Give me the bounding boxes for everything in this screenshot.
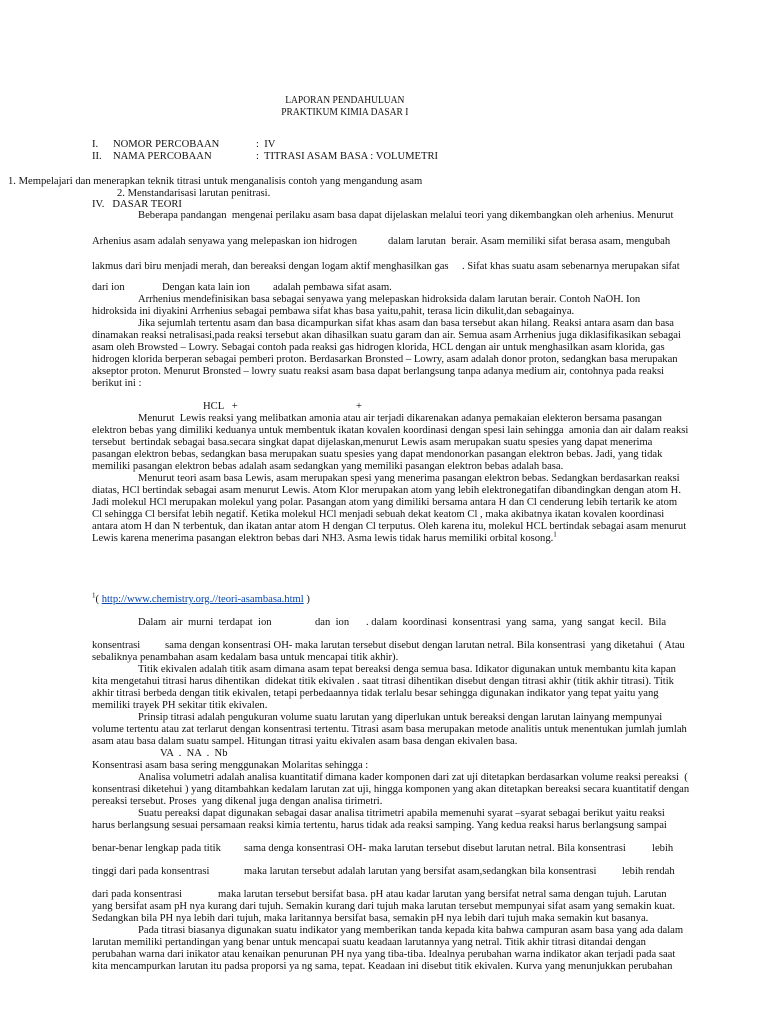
paragraph-line: tinggi dari pada konsentrasi	[92, 866, 210, 877]
tujuan-item-2: 2. Menstandarisasi larutan penitrasi.	[117, 188, 271, 199]
paragraph-line: Jadi molekul HCl merupakan molekul yang polar. Pasangan atom yang dimiliki bersama antara H dan Cl cenderung lebih tertarik ke atom	[92, 497, 678, 508]
paragraph-line: kita mengetahui titrasi harus dihentikan didekat titik ekivalen . saat titrasi dihentikan disebut dengan titrasi akhir (titik akhir titrasi). Titik	[92, 676, 674, 687]
paragraph-line: Menurut teori asam basa Lewis, asam merupakan spesi yang menerima pasangan elektron bebas. Sedangkan berdasarkan reaksi	[138, 473, 680, 484]
report-subtitle: PRAKTIKUM KIMIA DASAR I	[281, 107, 409, 118]
paragraph-line: lebih	[652, 843, 674, 854]
paragraph-line: asam oleh Browsted – Lowry. Sebagai contoh pada reaksi gas hidrogen klorida, HCL dengan air untuk menghasilkan asam klorida, gas	[92, 342, 665, 353]
paragraph-line: sebaliknya penambahan asam kedalam basa untuk mencapai titik akhir).	[92, 652, 399, 663]
paragraph-line: adalah pembawa sifat asam.	[273, 282, 392, 293]
paragraph-line: Analisa volumetri adalah analisa kuantitatif dimana kader komponen dari zat uji ditetapkan berdasarkan volume reaksi pereaksi (	[138, 772, 688, 783]
paragraph-line: Sedangkan bila PH nya lebih dari tujuh, maka laritannya bersifat basa, semakin pH nya lebih dari tujuh maka semakin kut basanya.	[92, 913, 649, 924]
paragraph-line: berikut ini :	[92, 378, 142, 389]
paragraph-line: Beberapa pandangan mengenai perilaku asam basa dapat dijelaskan melalui teori yang dikembangkan oleh arhenius. Menurut	[138, 210, 674, 221]
paragraph-line: dan ion	[315, 617, 350, 628]
paragraph-line: volume tertentu atau zat terlarut dengan konsentrasi tertentu. Titrasi asam basa merupakan metode analitis untuk menentukan jumlah jumlah	[92, 724, 687, 735]
paragraph-line: kita mencampurkan larutan itu padsa proporsi ya ng sama, tepat. Keadaan ini disebut titik ekivalen. Kurva yang menunjukkan perubahan	[92, 961, 673, 972]
paragraph-line: memiliki trayek PH sekitar titik ekivalen.	[92, 700, 268, 711]
paragraph-line: sama denga konsentrasi OH- maka larutan tersebut disebut larutan netral. Bila konsentrasi	[244, 843, 626, 854]
paragraph-line: memiliki pasangan elektron bebas adalah asam sedangkan yang memiliki pasangan elektron bebas adalah basa.	[92, 461, 564, 472]
paragraph-line: Dalam air murni terdapat ion	[138, 617, 272, 628]
paragraph-line: asam atau basa dalam suatu sampel. Hitungan titrasi yaitu ekivalen asam basa dengan ekivalen basa.	[92, 736, 518, 747]
paragraph-line: dinamakan reaksi netralisasi,pada reaksi tersebut akan dihasilkan suatu garam dan air. Semua asam Arrhenius juga diklasifikasikan sebagai	[92, 330, 681, 341]
paragraph-line: Prinsip titrasi adalah pengukuran volume suatu larutan yang diperlukan untuk bereaksi dengan larutan lainyang mempunyai	[138, 712, 663, 723]
paragraph-line: sama dengan konsentrasi OH- maka larutan tersebut disebut dengan larutan netral. Bila konsentrasi yang diketahui ( Atau	[165, 640, 685, 651]
paragraph-line: Menurut Lewis reaksi yang melibatkan amonia atau air terjadi dikarenakan adanya pemakaian elekteron bersama pasangan	[138, 413, 662, 424]
section-number-i: I.	[92, 139, 99, 150]
paragraph-line: diatas, HCl bertindak sebagai asam menurut Lewis. Atom Klor merupakan atom yang lebih elektronegatifan dibandingkan dengan atom H.	[92, 485, 681, 496]
paragraph-line: Suatu pereaksi dapat digunakan sebagai dasar analisa titrimetri apabila memenuhi syarat –syarat sebagai berikut yaitu reaksi	[138, 808, 665, 819]
equation-plus: +	[356, 401, 362, 412]
report-title: LAPORAN PENDAHULUAN	[285, 95, 405, 106]
section-heading-dasar-teori: IV. DASAR TEORI	[92, 199, 182, 210]
paragraph-line: konsentrasi diketehui ) yang ditambahkan kedalam larutan zat uji, hingga komponen yang akan ditetapkan bereaksi secara kuantitatif dengan	[92, 784, 690, 795]
paragraph-line: akhir titrasi berbeda dengan titik ekivalen, tetapi perbedaannya tidak terlalu besar sehingga digunakan indikator yang tepat yaitu yang	[92, 688, 659, 699]
equation-hcl: HCL +	[203, 401, 238, 412]
paragraph-line: harus berlangsung sesuai persamaan reaksi kimia tertentu, harus tidak ada reaksi samping. Yang kedua reaksi harus berlangsung sampai	[92, 820, 667, 831]
paragraph-line: Pada titrasi biasanya digunakan suatu indikator yang memberikan tanda kepada kita bahwa campuran asam basa yang ada dalam	[138, 925, 684, 936]
paragraph-line: benar-benar lengkap pada titik	[92, 843, 221, 854]
paragraph-line: maka larutan tersebut bersifat basa. pH atau kadar larutan yang bersifat netral sama dengan tujuh. Larutan	[218, 889, 667, 900]
footnote: $^1$( http://www.chemistry.org.//teori-asambasa.html )	[92, 591, 310, 605]
paragraph-line: konsentrasi	[92, 640, 141, 651]
section-number-ii: II.	[92, 151, 102, 162]
paragraph-line: dari pada konsentrasi	[92, 889, 183, 900]
paragraph-line: lakmus dari biru menjadi merah, dan bereaksi dengan logam aktif menghasilkan gas	[92, 261, 449, 272]
nomor-percobaan-value: : IV	[256, 139, 276, 150]
paragraph-line: Cl sehingga Cl bersifat lebih negatif. Ketika molekul HCl menjadi sebuah dekat keatom Cl , maka akibatnya ikatan kovalen koordinasi	[92, 509, 665, 520]
nama-percobaan-label: NAMA PERCOBAAN	[113, 151, 212, 162]
footnote-link[interactable]: http://www.chemistry.org.//teori-asambasa.html	[101, 594, 304, 605]
footnote-reference[interactable]: 1	[553, 530, 557, 539]
nama-percobaan-value: : TITRASI ASAM BASA : VOLUMETRI	[256, 151, 439, 162]
paragraph-line: Lewis karena menerima pasangan elektron bebas dari NH3. Asma lewis tidak harus memiliki orbital kosong.$^1$	[92, 530, 557, 544]
paragraph-line: . Sifat khas suatu asam sebenarnya merupakan sifat	[462, 261, 680, 272]
paragraph-line: larutan memiliki pertandingan yang benar untuk mencapai suatu keadaan larutannya yang netral. Titik akhir titrasi ditandai dengan	[92, 937, 646, 948]
paragraph-line: akseptor proton. Menurut Bronsted – lowry suatu reaksi asam basa dapat berlangsung tanpa adanya medium air, contohnya pada reaksi	[92, 366, 665, 377]
paragraph-line: Dengan kata lain ion	[162, 282, 250, 293]
paragraph-line: perubahan warna dari inikator atau kenaikan penurunan PH nya yang tiba-tiba. Idealnya perubahan warna indikator akan terjadi pada saat	[92, 949, 676, 960]
paragraph-line: Jika sejumlah tertentu asam dan basa dicampurkan sifat khas asam dan basa tersebut akan hilang. Reaksi antara asam dan basa	[138, 318, 674, 329]
paragraph-line: dari ion	[92, 282, 125, 293]
paragraph-line: tersebut bertindak sebagai basa.secara singkat dapat dijelaskan,menurut Lewis asam merupakan suatu spesies yang dapat menerima	[92, 437, 653, 448]
tujuan-item-1: 1. Mempelajari dan menerapkan teknik titrasi untuk menganalisis contoh yang mengandung asam	[8, 176, 423, 187]
paragraph-line: Arrhenius mendefinisikan basa sebagai senyawa yang melepaskan hidroksida dalam larutan berair. Contoh NaOH. Ion	[138, 294, 641, 305]
paragraph-line: lebih rendah	[622, 866, 675, 877]
paragraph-line: pasangan elektron bebas, sedangkan basa merupakan suatu spesies yang dapat mendonorkan pasangan elektron bebas. Jadi, yang tidak	[92, 449, 663, 460]
paragraph-line: hidroksida ini diyakini Arrhenius sebagai pembawa sifat khas basa yaitu,pahit, terasa licin dikulit,dan sebagainya.	[92, 306, 575, 317]
paragraph-line: . dalam koordinasi konsentrasi yang sama, yang sangat kecil. Bila	[366, 617, 667, 628]
paragraph-line: maka larutan tersebut adalah larutan yang bersifat asam,sedangkan bila konsentrasi	[244, 866, 597, 877]
nomor-percobaan-label: NOMOR PERCOBAAN	[113, 139, 220, 150]
footnote-mark: 1	[92, 591, 96, 600]
paragraph-line: Konsentrasi asam basa sering menggunakan Molaritas sehingga :	[92, 760, 369, 771]
titration-formula: VA . NA . Nb	[160, 748, 228, 759]
paragraph-line: Titik ekivalen adalah titik asam dimana asam tepat bereaksi denga semua basa. Idikator digunakan untuk membantu kita kapan	[138, 664, 676, 675]
paragraph-line: elektron bebas yang dimiliki keduanya untuk membentuk ikatan kovalen koordinasi dengan spesi lain sehingga amonia dan air dalam reaksi	[92, 425, 689, 436]
paragraph-line: pereaksi tersebut. Proses yang dikenal juga dengan analisa tirimetri.	[92, 796, 383, 807]
paragraph-line: antara atom H dan N terbentuk, dan ikatan antar atom H dengan Cl terputus. Oleh karena itu, molekul HCL bertindak sebagai asam menurut	[92, 521, 687, 532]
paragraph-line: dalam larutan berair. Asam memiliki sifat berasa asam, mengubah	[388, 236, 671, 247]
paragraph-line: hidrogen klorida berperan sebagai pemberi proton. Berdasarkan Bronsted – Lowry, asam adalah donor proton, sedangkan basa merupakan	[92, 354, 678, 365]
paragraph-line: Arhenius asam adalah senyawa yang melepaskan ion hidrogen	[92, 236, 358, 247]
paragraph-line: yang bersifat asam pH nya kurang dari tujuh. Semakin kurang dari tujuh maka larutan tersebut mempunyai sifat asam yang semakin kuat.	[92, 901, 676, 912]
